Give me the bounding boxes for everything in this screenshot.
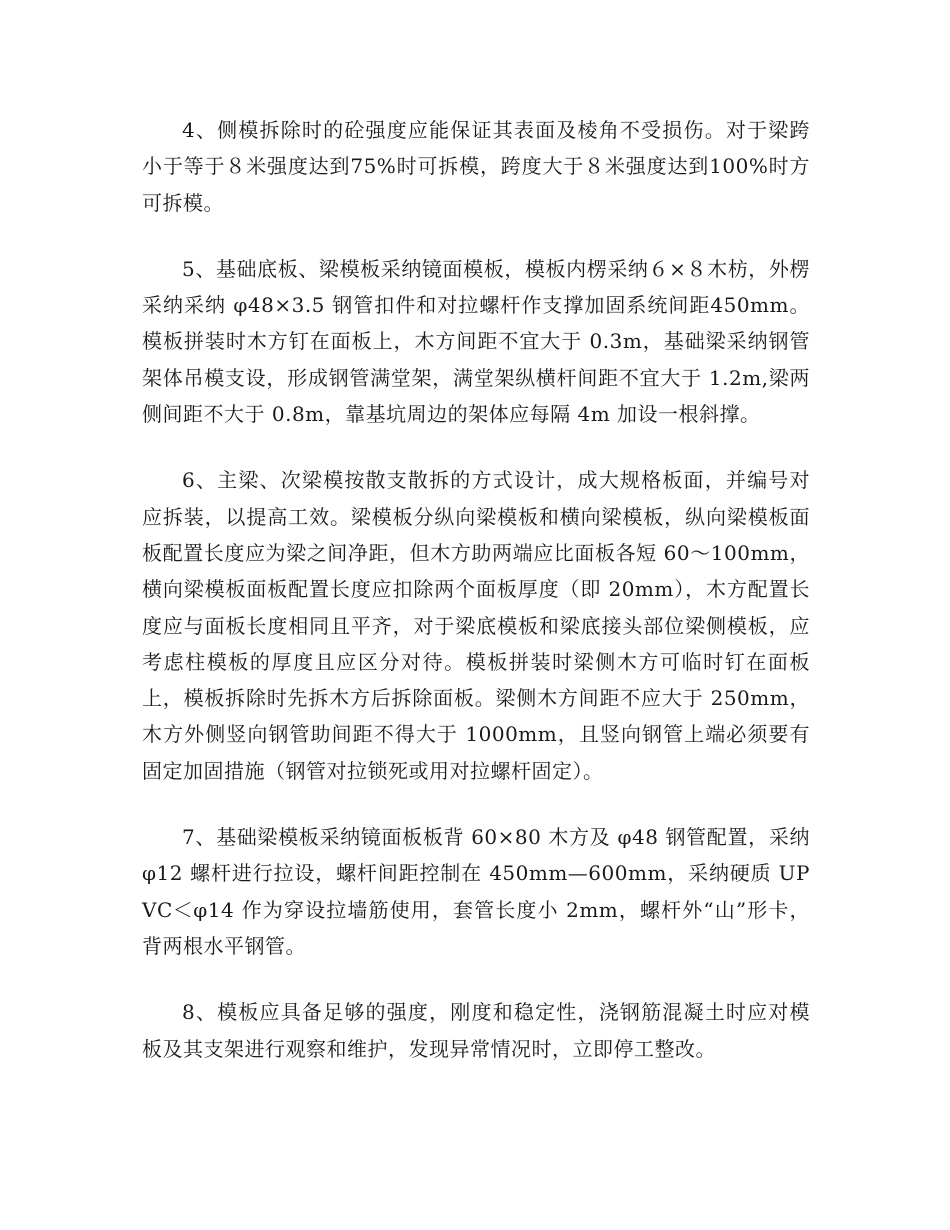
- paragraph-5: 5、基础底板、梁模板采纳镜面模板，模板内楞采纳６×８木枋，外楞采纳采纳 φ48×3.5 钢管扣件和对拉螺杆作支撑加固系统间距450mm。模板拼装时木方钉在面板上，木方间距不宜大于 0.3m，基础梁采纳钢管架体吊模支设，形成钢管满堂架，满堂架纵横杆间距不宜大于 1.2m,梁两侧间距不大于 0.8m，靠基坑周边的架体应每隔 4m 加设一根斜撑。: [142, 256, 810, 427]
- paragraph-7: 7、基础梁模板采纳镜面板板背 60×80 木方及 φ48 钢管配置，采纳 φ12 螺杆进行拉设，螺杆间距控制在 450mm—600mm，采纳硬质 UPVC＜φ14 作为穿设拉墙筋使用，套管长度小 2mm，螺杆外“山”形卡，背两根水平钢管。: [142, 825, 810, 958]
- paragraph-8: 8、模板应具备足够的强度，刚度和稳定性，浇钢筋混凝土时应对模板及其支架进行观察和维护，发现异常情况时，立即停工整改。: [142, 1000, 810, 1061]
- paragraph-6: 6、主梁、次梁模按散支散拆的方式设计，成大规格板面，并编号对应拆装，以提高工效。梁模板分纵向梁模板和横向梁模板，纵向梁模板面板配置长度应为梁之间净距，但木方助两端应比面板各短 60～100mm，横向梁模板面板配置长度应扣除两个面板厚度（即 20mm），木方配置长度应与面板长度相同且平齐，对于梁底模板和梁底接头部位梁侧模板，应考虑柱模板的厚度且应区分对待。模板拼装时梁侧木方可临时钉在面板上，模板拆除时先拆木方后拆除面板。梁侧木方间距不应大于 250mm，木方外侧竖向钢管助间距不得大于 1000mm，且竖向钢管上端必须要有固定加固措施（钢管对拉锁死或用对拉螺杆固定）。: [142, 468, 810, 783]
- document-body: [142, 112, 810, 1097]
- paragraph-4: 4、侧模拆除时的砼强度应能保证其表面及棱角不受损伤。对于梁跨小于等于８米强度达到75%时可拆模，跨度大于８米强度达到100%时方可拆模。: [142, 118, 810, 215]
